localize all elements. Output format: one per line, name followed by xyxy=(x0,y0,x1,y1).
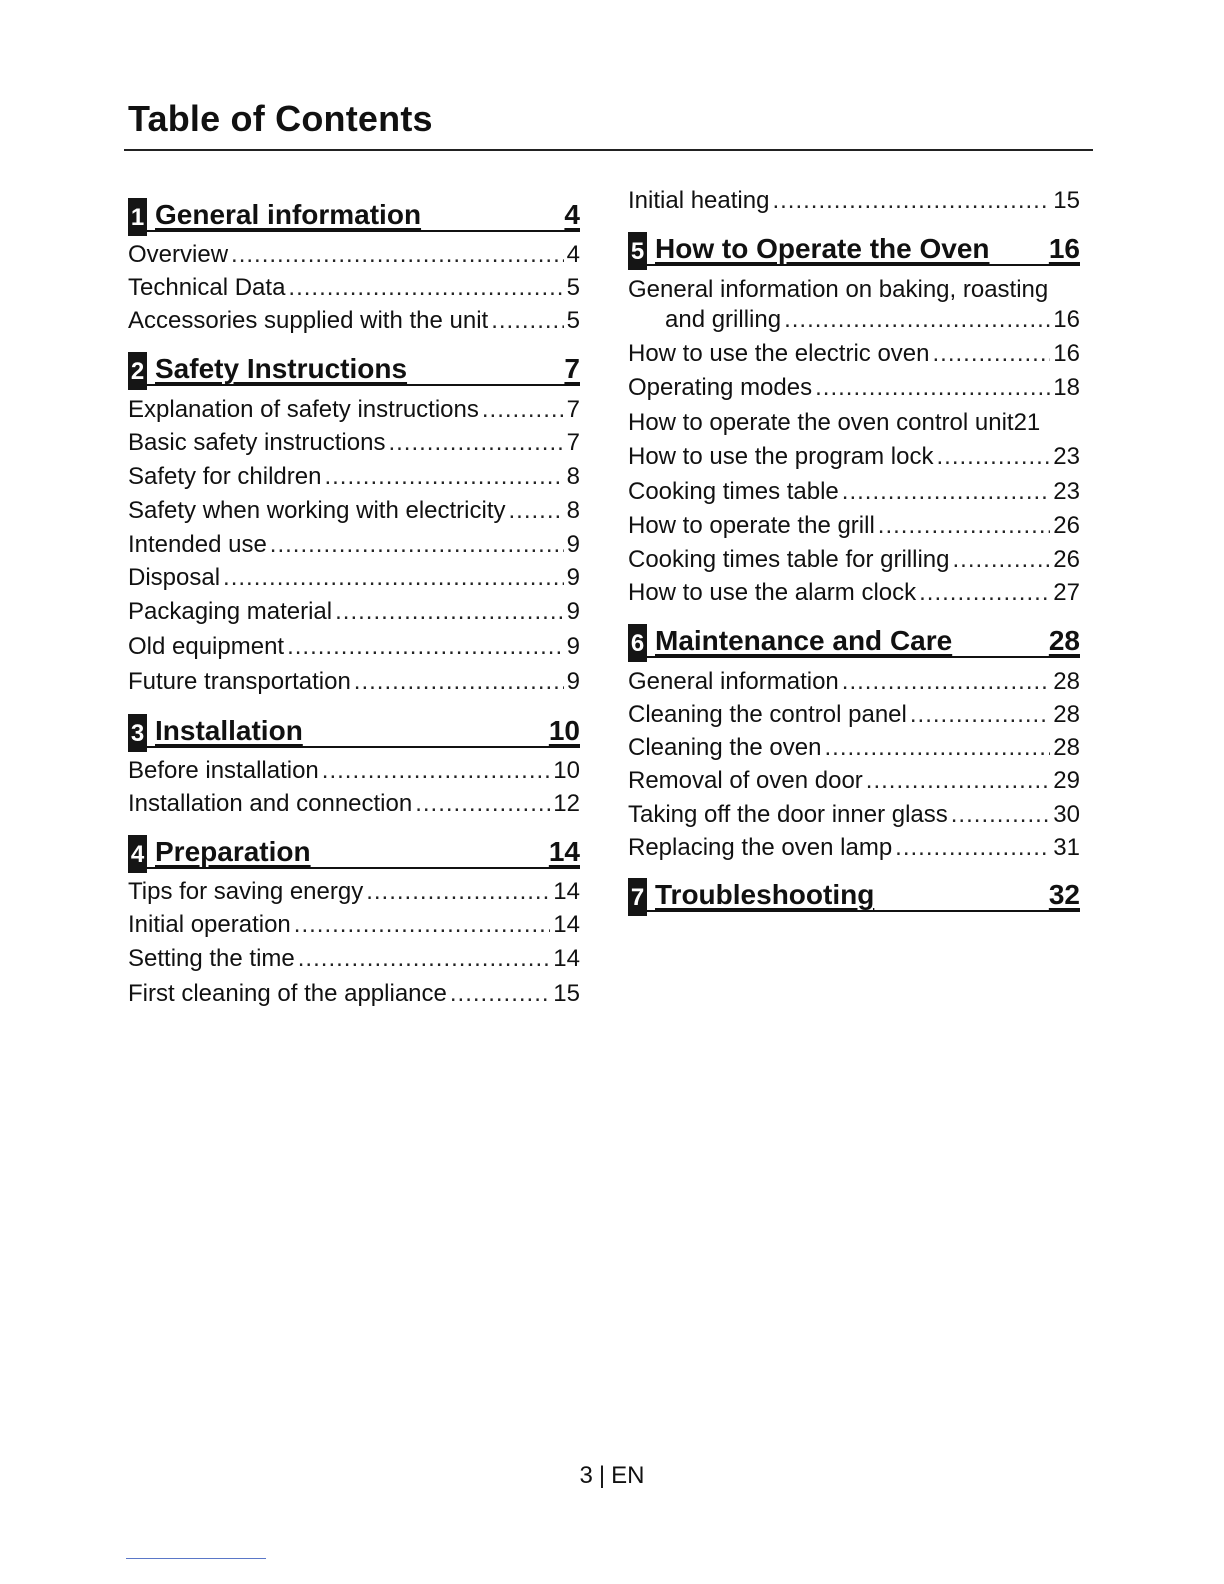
toc-entry-initial-operation[interactable] xyxy=(128,910,580,940)
toc-entry-page: 14 xyxy=(553,911,580,938)
toc-entry-cooking-times[interactable] xyxy=(628,477,1080,507)
toc-entry-page: 26 xyxy=(1053,546,1080,573)
dot-leader xyxy=(910,700,1050,730)
chapter-title: Installation xyxy=(155,715,303,746)
toc-entry-page: 30 xyxy=(1053,801,1080,828)
toc-entry-text: Initial operation xyxy=(128,911,291,938)
language-code: EN xyxy=(611,1462,645,1489)
dot-leader xyxy=(824,733,1050,763)
toc-entry-text: General information on baking, roasting xyxy=(628,276,1049,303)
dot-leader xyxy=(482,395,564,425)
toc-entry-program-lock[interactable] xyxy=(628,442,1080,472)
toc-entry-page: 12 xyxy=(553,790,580,817)
toc-entry-text: Safety when working with electricity xyxy=(128,497,506,524)
toc-entry-text: Cleaning the oven xyxy=(628,734,822,761)
dot-leader xyxy=(842,477,1051,507)
toc-entry-page: 5 xyxy=(566,307,580,334)
toc-entry-page: 9 xyxy=(566,633,580,660)
toc-entry-page: 9 xyxy=(566,564,580,591)
dot-leader xyxy=(919,578,1050,608)
toc-entry-text: Accessories supplied with the unit xyxy=(128,307,489,334)
dot-leader xyxy=(842,667,1051,697)
toc-entry-text: How to use the electric oven xyxy=(628,340,930,367)
toc-entry-page: 7 xyxy=(566,396,580,423)
toc-entry-cleaning-control-panel[interactable] xyxy=(628,700,1080,730)
chapter-title: Safety Instructions xyxy=(155,353,408,384)
chapter-number-badge: 1 xyxy=(128,198,147,236)
chapter-heading-preparation[interactable] xyxy=(128,833,580,869)
toc-entry-packaging-material[interactable] xyxy=(128,597,580,627)
toc-entry-page: 5 xyxy=(566,274,580,301)
toc-entry-page: 14 xyxy=(553,945,580,972)
toc-entry-text: Basic safety instructions xyxy=(128,429,386,456)
chapter-heading-troubleshooting[interactable] xyxy=(628,876,1080,912)
toc-entry-alarm-clock[interactable] xyxy=(628,578,1080,608)
toc-entry-text: How to use the alarm clock xyxy=(628,579,917,606)
chapter-title: Preparation xyxy=(155,836,311,867)
toc-entry-page: 18 xyxy=(1053,374,1080,401)
chapter-page: 14 xyxy=(548,836,580,867)
dot-leader xyxy=(933,339,1051,369)
toc-entry-before-installation[interactable] xyxy=(128,756,580,786)
toc-entry-text: Cleaning the control panel xyxy=(628,701,907,728)
dot-leader xyxy=(223,563,564,593)
toc-entry-general-information[interactable] xyxy=(628,667,1080,697)
toc-entry-page: 16 xyxy=(1053,306,1080,333)
toc-entry-safety-electricity[interactable] xyxy=(128,496,580,526)
toc-entry-text: Intended use xyxy=(128,531,267,558)
toc-entry-text: Initial heating xyxy=(628,187,770,214)
dot-leader xyxy=(951,800,1051,830)
chapter-number-badge: 7 xyxy=(628,878,647,916)
toc-entry-text: Replacing the oven lamp xyxy=(628,834,893,861)
toc-entry-page: 31 xyxy=(1053,834,1080,861)
toc-entry-page: 9 xyxy=(566,598,580,625)
bottom-rule xyxy=(126,1558,266,1559)
dot-leader xyxy=(508,496,563,526)
chapter-title: Troubleshooting xyxy=(655,879,875,910)
toc-entry-oven-control-unit[interactable] xyxy=(628,408,1040,438)
page-number: 3 xyxy=(579,1462,593,1489)
dot-leader xyxy=(415,789,550,819)
toc-entry-installation-connection[interactable] xyxy=(128,789,580,819)
toc-entry-page: 27 xyxy=(1053,579,1080,606)
toc-entry-text: Overview xyxy=(128,241,229,268)
page-title: Table of Contents xyxy=(128,98,433,139)
toc-entry-text: Installation and connection xyxy=(128,790,413,817)
toc-entry-text: Packaging material xyxy=(128,598,333,625)
dot-leader xyxy=(270,530,564,560)
chapter-number-badge: 3 xyxy=(128,714,147,752)
toc-entry-safety-children[interactable] xyxy=(128,462,580,492)
toc-entry-first-cleaning[interactable] xyxy=(128,979,580,1009)
toc-entry-page: 28 xyxy=(1053,668,1080,695)
toc-entry-page: 28 xyxy=(1053,734,1080,761)
toc-entry-text: Future transportation xyxy=(128,668,351,695)
chapter-page: 28 xyxy=(1048,625,1080,656)
toc-entry-explanation-safety[interactable] xyxy=(128,395,580,425)
footer-separator: | xyxy=(598,1462,606,1489)
toc-entry-page: 8 xyxy=(566,463,580,490)
toc-entry-text: Before installation xyxy=(128,757,319,784)
toc-entry-text: How to operate the grill xyxy=(628,512,875,539)
title-divider xyxy=(124,149,1093,151)
toc-entry-page: 15 xyxy=(553,980,580,1007)
dot-leader xyxy=(388,428,563,458)
toc-entry-page: 23 xyxy=(1053,478,1080,505)
dot-leader xyxy=(815,373,1050,403)
toc-entry-saving-energy[interactable] xyxy=(128,877,580,907)
chapter-heading-general-information[interactable] xyxy=(128,196,580,232)
dot-leader xyxy=(450,979,550,1009)
toc-entry-page: 4 xyxy=(566,241,580,268)
dot-leader xyxy=(895,833,1050,863)
chapter-number-badge: 5 xyxy=(628,232,647,270)
toc-entry-text: Cooking times table for grilling xyxy=(628,546,950,573)
chapter-heading-maintenance-care[interactable] xyxy=(628,622,1080,658)
toc-entry-basic-safety[interactable] xyxy=(128,428,580,458)
chapter-heading-operate-oven[interactable] xyxy=(628,230,1080,266)
chapter-heading-installation[interactable] xyxy=(128,712,580,748)
toc-entry-intended-use[interactable] xyxy=(128,530,580,560)
toc-entry-text: Setting the time xyxy=(128,945,295,972)
chapter-number-badge: 6 xyxy=(628,624,647,662)
dot-leader xyxy=(784,305,1050,335)
toc-entry-door-inner-glass[interactable] xyxy=(628,800,1080,830)
page-footer xyxy=(0,1462,1224,1490)
toc-entry-page: 14 xyxy=(553,878,580,905)
toc-entry-text: Tips for saving energy xyxy=(128,878,364,905)
dot-leader xyxy=(287,632,564,662)
toc-entry-future-transportation[interactable] xyxy=(128,667,580,697)
toc-entry-technical-data[interactable] xyxy=(128,273,580,303)
dot-leader xyxy=(952,545,1050,575)
toc-entry-page: 7 xyxy=(566,429,580,456)
toc-entry-accessories[interactable] xyxy=(128,306,580,336)
toc-entry-text: Explanation of safety instructions xyxy=(128,396,479,423)
toc-entry-and-grilling[interactable] xyxy=(628,305,1080,335)
toc-entry-overview[interactable] xyxy=(128,240,580,270)
dot-leader xyxy=(354,667,564,697)
chapter-page: 4 xyxy=(564,199,580,230)
chapter-page: 10 xyxy=(548,715,580,746)
toc-entry-page: 10 xyxy=(553,757,580,784)
toc-entry-cleaning-oven[interactable] xyxy=(628,733,1080,763)
toc-entry-page: 29 xyxy=(1053,767,1080,794)
toc-entry-page: 28 xyxy=(1053,701,1080,728)
dot-leader xyxy=(866,766,1051,796)
toc-entry-page: 23 xyxy=(1053,443,1080,470)
toc-entry-initial-heating[interactable] xyxy=(628,186,1080,216)
toc-entry-page: 9 xyxy=(566,531,580,558)
toc-entry-text: General information xyxy=(628,668,839,695)
toc-entry-text: Safety for children xyxy=(128,463,322,490)
toc-entry-cooking-times-grilling[interactable] xyxy=(628,545,1080,575)
toc-entry-old-equipment[interactable] xyxy=(128,632,580,662)
dot-leader xyxy=(322,756,551,786)
dot-leader xyxy=(231,240,564,270)
dot-leader xyxy=(294,910,551,940)
toc-entry-removal-oven-door[interactable] xyxy=(628,766,1080,796)
toc-entry-text: How to use the program lock xyxy=(628,443,934,470)
toc-entry-text: Cooking times table xyxy=(628,478,839,505)
toc-entry-page: 9 xyxy=(566,668,580,695)
toc-entry-operate-grill[interactable] xyxy=(628,511,1080,541)
toc-entry-page: 16 xyxy=(1053,340,1080,367)
toc-entry-disposal[interactable] xyxy=(128,563,580,593)
chapter-title: How to Operate the Oven xyxy=(655,233,990,264)
chapter-title: General information xyxy=(155,199,422,230)
toc-entry-text: Taking off the door inner glass xyxy=(628,801,948,828)
toc-entry-operating-modes[interactable] xyxy=(628,373,1080,403)
dot-leader xyxy=(366,877,550,907)
toc-entry-electric-oven[interactable] xyxy=(628,339,1080,369)
chapter-page: 7 xyxy=(564,353,580,384)
toc-entry-text: Operating modes xyxy=(628,374,813,401)
dot-leader xyxy=(298,944,551,974)
dot-leader xyxy=(772,186,1050,216)
toc-entry-general-info-baking[interactable] xyxy=(628,275,1048,305)
dot-leader xyxy=(878,511,1051,541)
toc-entry-setting-time[interactable] xyxy=(128,944,580,974)
toc-entry-page: 15 xyxy=(1053,187,1080,214)
chapter-title: Maintenance and Care xyxy=(655,625,953,656)
toc-entry-text: How to operate the oven control unit21 xyxy=(628,409,1041,436)
chapter-heading-safety-instructions[interactable] xyxy=(128,350,580,386)
dot-leader xyxy=(936,442,1050,472)
chapter-number-badge: 4 xyxy=(128,835,147,873)
toc-entry-text: Technical Data xyxy=(128,274,286,301)
toc-entry-text: Old equipment xyxy=(128,633,285,660)
dot-leader xyxy=(324,462,563,492)
toc-entry-page: 8 xyxy=(566,497,580,524)
toc-entry-text: Disposal xyxy=(128,564,221,591)
chapter-page: 32 xyxy=(1048,879,1080,910)
toc-entry-text: First cleaning of the appliance xyxy=(128,980,447,1007)
toc-entry-text: and grilling xyxy=(665,306,782,333)
toc-entry-text: Removal of oven door xyxy=(628,767,863,794)
chapter-number-badge: 2 xyxy=(128,352,147,390)
dot-leader xyxy=(288,273,563,303)
toc-entry-oven-lamp[interactable] xyxy=(628,833,1080,863)
toc-entry-page: 26 xyxy=(1053,512,1080,539)
dot-leader xyxy=(491,306,563,336)
dot-leader xyxy=(335,597,564,627)
chapter-page: 16 xyxy=(1048,233,1080,264)
